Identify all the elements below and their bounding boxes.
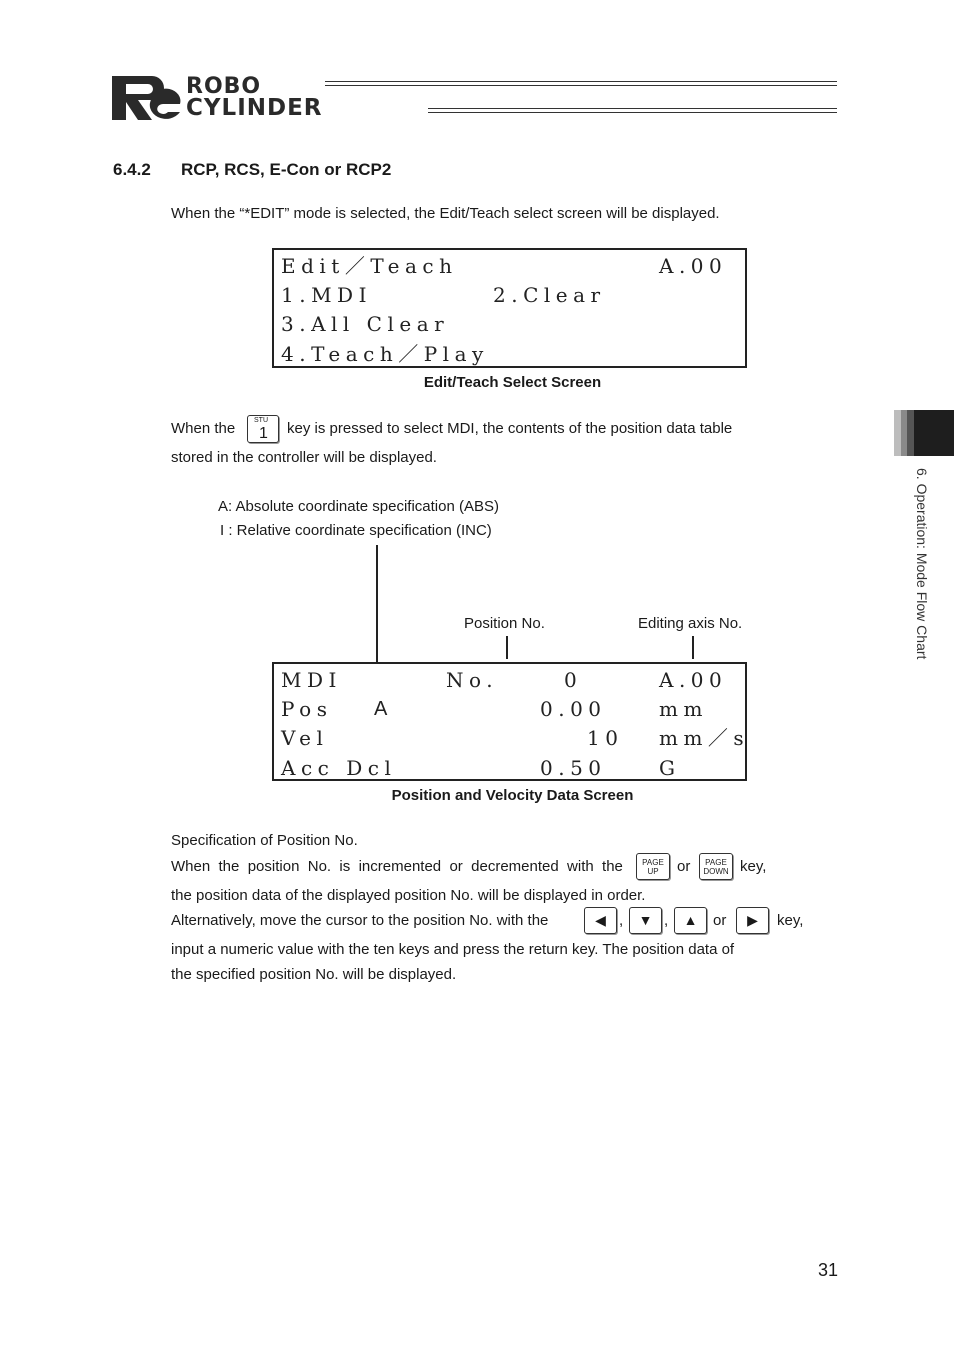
spec-comma1: ,: [619, 912, 624, 929]
spec-line1: When the position No. is incremented or decremented with the: [171, 858, 623, 875]
lcd2-axis: A.00: [659, 668, 728, 692]
lcd2-pos-mode: A: [374, 698, 393, 720]
up-arrow-key-icon: ▲: [674, 907, 707, 934]
brand-line1: ROBO: [186, 74, 262, 99]
lcd2-position-no: 0: [564, 668, 583, 692]
lcd1-line2-left: 1.MDI: [281, 283, 372, 307]
lcd1-line4: 4.Teach／Play: [281, 342, 489, 366]
right-arrow-key-icon: ▶: [736, 907, 769, 934]
header-rule-top: [325, 81, 837, 86]
rc-logo-icon: [108, 74, 182, 122]
spec-key2: key,: [777, 912, 804, 929]
page-up-l1: PAGE: [642, 858, 664, 867]
page-up-key-icon: [636, 853, 670, 880]
lcd2-pos-label: Pos: [281, 697, 333, 721]
page-down-l1: PAGE: [705, 858, 727, 867]
lcd1-line3: 3.All Clear: [281, 312, 450, 336]
label-position-no: Position No.: [464, 615, 545, 632]
label-editing-axis: Editing axis No.: [638, 615, 743, 632]
spec-key1: key,: [740, 858, 767, 875]
note-inc: I : Relative coordinate specification (INC): [220, 522, 492, 539]
spec-line3: Alternatively, move the cursor to the position No. with the: [171, 912, 549, 929]
spec-line4: input a numeric value with the ten keys and press the return key. The position data of: [171, 941, 735, 958]
intro-text: When the “*EDIT” mode is selected, the Edit/Teach select screen will be displayed.: [171, 205, 720, 222]
lcd2-vel-unit: mm／s: [659, 726, 750, 750]
editing-axis-pointer: [692, 636, 694, 659]
para2-pre: When the: [171, 420, 236, 437]
position-no-pointer: [506, 636, 508, 659]
lcd2-acc-label: Acc Dcl: [281, 756, 397, 780]
chapter-side-label: 6. Operation: Mode Flow Chart: [914, 468, 930, 660]
page-down-l2: DOWN: [703, 867, 729, 876]
stu-key-top: STU: [254, 417, 268, 424]
side-tab-stripe: [894, 410, 901, 456]
page-number: 31: [818, 1260, 839, 1280]
side-tab-stripe: [907, 410, 914, 456]
side-tab-block: [914, 410, 954, 456]
lcd2-vel-label: Vel: [281, 726, 329, 750]
spec-comma2: ,: [664, 912, 669, 929]
position-velocity-screen: [272, 662, 750, 781]
lcd2-acc-unit: G: [659, 756, 681, 780]
screen1-caption: Edit/Teach Select Screen: [423, 374, 602, 391]
spec-or1: or: [677, 858, 691, 875]
page-down-key-icon: [699, 853, 733, 880]
spec-or2: or: [713, 912, 727, 929]
section-number: 6.4.2: [113, 160, 151, 179]
section-title: [113, 160, 391, 180]
spec-heading: Specification of Position No.: [171, 832, 358, 849]
edit-teach-screen: [272, 248, 747, 368]
stu-1-key-icon: [247, 415, 279, 443]
lcd1-line1-left: Edit／Teach: [281, 254, 458, 278]
left-arrow-key-icon: ◀: [584, 907, 617, 934]
stu-key-num: 1: [259, 425, 268, 442]
lcd1-line1-right: A.00: [659, 254, 728, 278]
spec-line2: the position data of the displayed position No. will be displayed in order.: [171, 887, 646, 904]
page-up-l2: UP: [647, 867, 659, 876]
header-rule-bottom: [428, 108, 837, 113]
brand-line2: CYLINDER: [186, 95, 323, 121]
para2-post: key is pressed to select MDI, the contents of the position data table: [287, 420, 733, 437]
section-heading: RCP, RCS, E-Con or RCP2: [181, 160, 392, 179]
para2-line2: stored in the controller will be displayed.: [171, 449, 437, 466]
screen2-caption: Position and Velocity Data Screen: [391, 787, 634, 804]
lcd2-pos-unit: mm: [659, 697, 708, 721]
lcd2-vel-value: 10: [587, 726, 624, 750]
lcd2-no-label: No.: [446, 668, 499, 692]
note-abs: A: Absolute coordinate specification (ABS): [218, 498, 499, 515]
lcd2-mdi: MDI: [281, 668, 342, 692]
lcd1-line2-right: 2.Clear: [493, 283, 606, 307]
lcd2-pos-value: 0.00: [540, 697, 607, 721]
lcd2-acc-value: 0.50: [540, 756, 607, 780]
down-arrow-key-icon: ▼: [629, 907, 662, 934]
spec-line5: the specified position No. will be displayed.: [171, 966, 457, 983]
